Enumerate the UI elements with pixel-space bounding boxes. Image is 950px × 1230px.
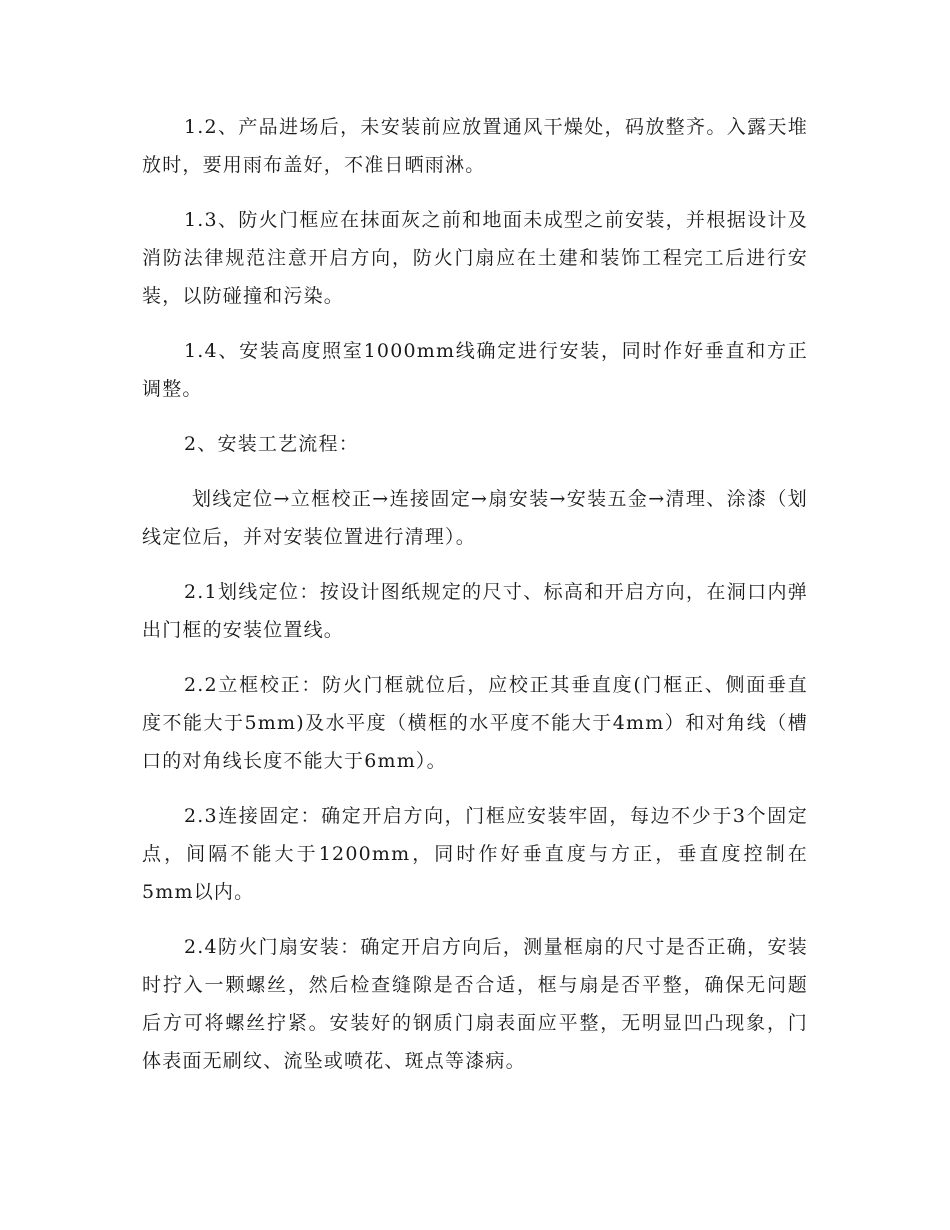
process-flow-paragraph: 划线定位→立框校正→连接固定→扇安装→安装五金→清理、涂漆（划线定位后，并对安装位置进行清理）。	[142, 488, 808, 548]
paragraph-2-4: 2.4防火门扇安装：确定开启方向后，测量框扇的尺寸是否正确，安装时拧入一颗螺丝，然后检查缝隙是否合适，框与扇是否平整，确保无问题后方可将螺丝拧紧。安装好的钢质门扇表面应平整，无明显凹凸现象，门体表面无刷纹、流坠或喷花、斑点等漆病。	[142, 936, 808, 1072]
document-body	[142, 108, 808, 1097]
paragraph-1-3: 1.3、防火门框应在抹面灰之前和地面未成型之前安装，并根据设计及消防法律规范注意开启方向，防火门扇应在土建和装饰工程完工后进行安装，以防碰撞和污染。	[142, 209, 808, 307]
paragraph-2-2: 2.2立框校正：防火门框就位后，应校正其垂直度(门框正、侧面垂直度不能大于5mm)及水平度（横框的水平度不能大于4mm）和对角线（槽口的对角线长度不能大于6mm）。	[142, 674, 808, 772]
paragraph-2-1: 2.1划线定位：按设计图纸规定的尺寸、标高和开启方向，在洞口内弹出门框的安装位置线。	[142, 581, 808, 641]
section-heading-2: 2、安装工艺流程：	[184, 433, 359, 455]
paragraph-1-2: 1.2、产品进场后，未安装前应放置通风干燥处，码放整齐。入露天堆放时，要用雨布盖好，不准日晒雨淋。	[142, 116, 808, 176]
paragraph-1-4: 1.4、安装高度照室1000mm线确定进行安装，同时作好垂直和方正调整。	[142, 340, 808, 400]
paragraph-2-3: 2.3连接固定：确定开启方向，门框应安装牢固，每边不少于3个固定点，间隔不能大于1200mm，同时作好垂直度与方正，垂直度控制在5mm以内。	[142, 805, 808, 903]
